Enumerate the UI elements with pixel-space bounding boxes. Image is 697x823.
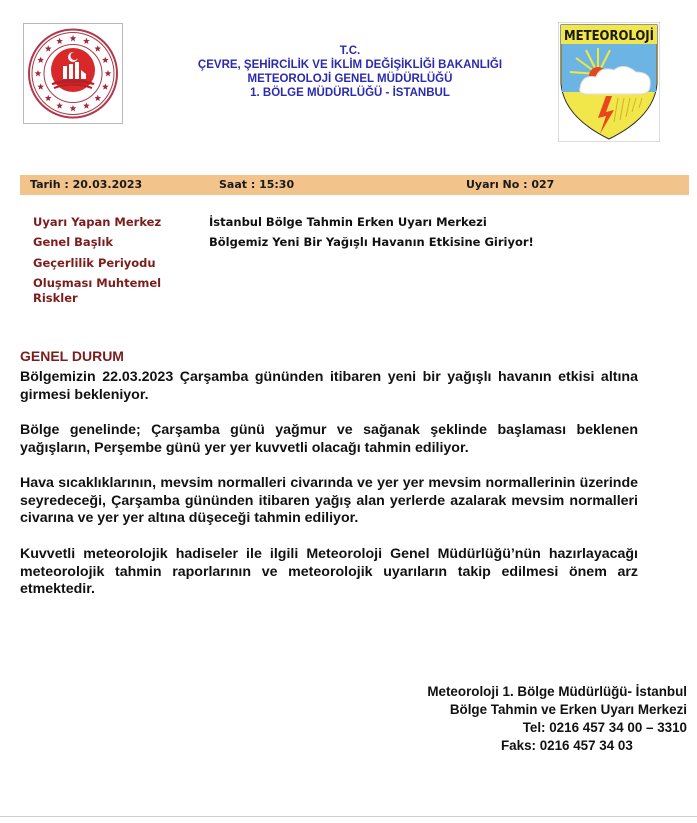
header-region: 1. BÖLGE MÜDÜRLÜĞÜ - İSTANBUL [250,87,450,99]
star-icon [45,45,52,51]
warning-number: Uyarı No : 027 [466,178,555,191]
ministry-seal-logo [23,23,123,124]
star-icon [83,38,90,44]
star-icon [70,105,77,111]
paragraph-1: Bölgemizin 22.03.2023 Çarşamba gününden itibaren yeni bir yağışlı havanın etkisi altına girmesi bekleniyor. [20,369,638,403]
signature-center: Bölge Tahmin ve Erken Uyarı Merkezi [449,702,687,717]
star-icon [45,95,52,101]
signature-phone: Tel: 0216 457 34 00 – 3310 [522,720,687,735]
star-icon [37,57,44,63]
star-icon [56,102,63,108]
date-text: Tarih : 20.03.2023 [30,178,143,191]
star-icon [37,83,44,89]
shield-icon [558,22,660,142]
star-icon [102,83,109,89]
star-icon [94,95,101,101]
field-label-risks: Oluşması Muhtemel Riskler [33,276,162,305]
star-icon [83,102,90,108]
paragraph-3: Hava sıcaklıklarının, mevsim normalleri civarında ve yer yer mevsim normallerinin üzerinde seyredeceği, Çarşamba gününden itibaren yağış alan yerlerde azalarak mevsim normalleri civarına ve yer yer altına düşeceği tahmin ediliyor. [20,475,638,527]
signature-office: Meteoroloji 1. Bölge Müdürlüğü- İstanbul [427,684,687,699]
signature-fax: Faks: 0216 457 34 03 [501,738,633,753]
star-icon [94,45,101,51]
star-icon [70,35,77,41]
header-directorate: METEOROLOJİ GENEL MÜDÜRLÜĞÜ [247,73,453,85]
field-label-title: Genel Başlık [33,235,114,249]
field-value-center: İstanbul Bölge Tahmin Erken Uyarı Merkezi [209,215,487,229]
info-bar [20,175,689,195]
paragraph-4: Kuvvetli meteorolojik hadiseler ile ilgili Meteoroloji Genel Müdürlüğü’nün hazırlayacağı meteorolojik tahmin raporlarının ve meteorolojik uyarıların takip edilmesi önem arz etmektedir. [20,546,638,598]
field-label-validity: Geçerlilik Periyodu [33,256,156,270]
seal-icon [24,24,122,123]
star-icon [35,70,42,76]
star-icon [105,70,112,76]
star-icon [102,57,109,63]
paragraph-2: Bölge genelinde; Çarşamba günü yağmur ve sağanak şeklinde başlaması beklenen yağışların, Perşembe günü yer yer kuvvetli olacağı tahmin ediliyor. [20,422,638,456]
meteoroloji-shield-logo [558,22,660,142]
star-icon [56,38,63,44]
bottom-divider [0,816,697,817]
header-ministry: ÇEVRE, ŞEHİRCİLİK VE İKLİM DEĞİŞİKLİĞİ BAKANLIĞI [197,59,503,71]
logo-text: METEOROLOJİ [564,28,658,44]
header-tc: T.C. [339,45,361,57]
time-text: Saat : 15:30 [219,178,295,191]
field-label-center: Uyarı Yapan Merkez [33,215,162,229]
section-title: GENEL DURUM [20,348,124,364]
field-value-title: Bölgemiz Yeni Bir Yağışlı Havanın Etkisine Giriyor! [209,235,534,249]
